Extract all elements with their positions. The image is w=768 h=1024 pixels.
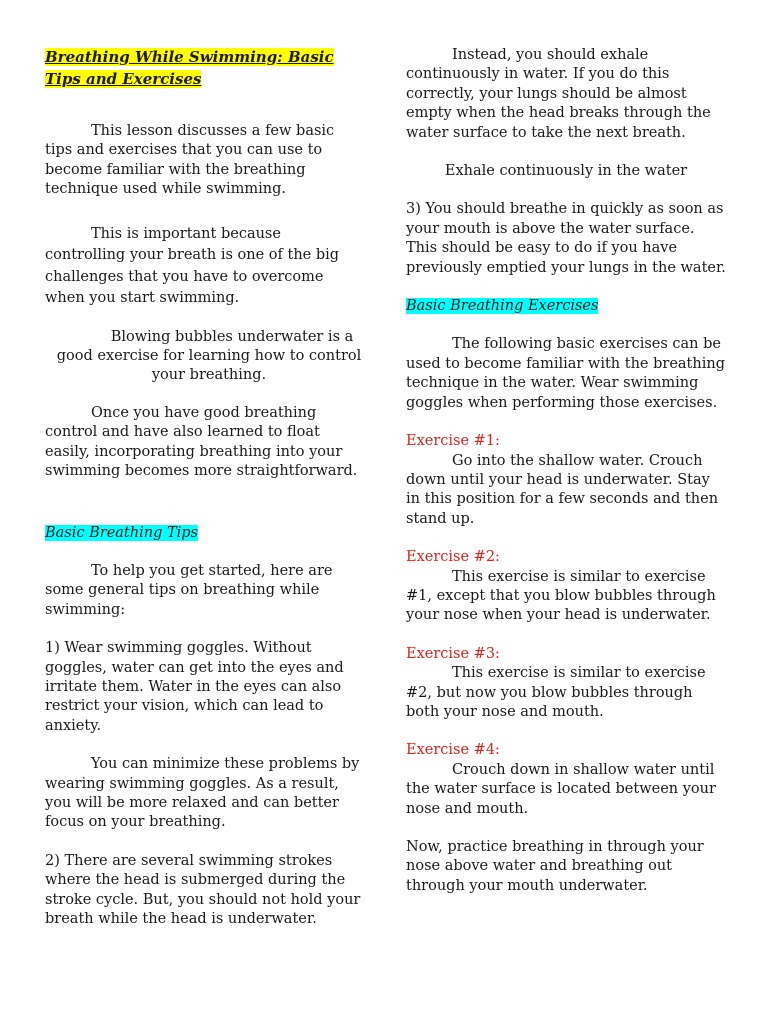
tip-3-paragraph: 3) You should breathe in quickly as soon as your mouth is above the water surface. This should be easy to do if you have previously emptied your lungs in the water. — [406, 201, 726, 276]
exercise-2 — [406, 548, 726, 626]
exercise-label: Exercise #4: — [406, 742, 500, 759]
tips-heading-text: Basic Breathing Tips — [45, 525, 198, 542]
bubbles-callout: Blowing bubbles underwater is a good exercise for learning how to control your breathing. — [56, 328, 362, 384]
tips-intro-paragraph: To help you get started, here are some general tips on breathing while swimming: — [45, 562, 333, 618]
exhale-callout: Exhale continuously in the water — [444, 163, 688, 180]
exercise-4 — [406, 741, 726, 819]
exercises-heading-text: Basic Breathing Exercises — [406, 298, 599, 315]
exercise-label: Exercise #2: — [406, 549, 500, 566]
tip-2-paragraph: 2) There are several swimming strokes where the head is submerged during the stroke cycle. But, you should not hold your breath while the head is underwater. — [45, 852, 361, 927]
exercise-text: This exercise is similar to exercise #2, but now you blow bubbles through both your nose and mouth. — [406, 665, 706, 720]
page-title — [45, 46, 363, 90]
exercise-1 — [406, 432, 726, 529]
practice-paragraph: Now, practice breathing in through your nose above water and breathing out through your mouth underwater. — [406, 839, 704, 894]
exercise-text: Go into the shallow water. Crouch down until your head is underwater. Stay in this position for a few seconds and then stand up. — [406, 452, 719, 527]
tip-1-more-paragraph: You can minimize these problems by wearing swimming goggles. As a result, you will be more relaxed and can better focus on your breathing. — [45, 756, 360, 831]
exercise-text: Crouch down in shallow water until the water surface is located between your nose and mouth. — [406, 761, 716, 817]
tip-1-paragraph: 1) Wear swimming goggles. Without goggles, water can get into the eyes and irritate them. Water in the eyes can also restrict your vision, which can lead to anxiety. — [45, 640, 344, 734]
right-column — [406, 46, 726, 896]
exercise-label: Exercise #1: — [406, 433, 500, 450]
left-column — [45, 46, 363, 929]
title-text: Breathing While Swimming: Basic Tips and Exercises — [45, 48, 334, 88]
intro-paragraph: This lesson discusses a few basic tips and exercises that you can use to become familiar with the breathing technique used while swimming. — [45, 123, 335, 198]
exercise-3 — [406, 645, 726, 723]
exercises-intro-paragraph: The following basic exercises can be used to become familiar with the breathing technique in the water. Wear swimming goggles when performing those exercises. — [406, 336, 725, 411]
exhale-paragraph: Instead, you should exhale continuously in water. If you do this correctly, your lungs should be almost empty when the head breaks through the water surface to take the next breath. — [406, 47, 711, 141]
exercise-text: This exercise is similar to exercise #1, except that you blow bubbles through your nose when your head is underwater. — [406, 568, 716, 624]
tips-heading — [45, 524, 363, 543]
importance-paragraph: This is important because controlling your breath is one of the big challenges that you have to overcome when you start swimming. — [45, 225, 340, 307]
float-paragraph: Once you have good breathing control and have also learned to float easily, incorporating breathing into your swimming becomes more straightforward. — [45, 404, 358, 480]
exercise-label: Exercise #3: — [406, 645, 500, 662]
exercises-heading — [406, 297, 726, 316]
